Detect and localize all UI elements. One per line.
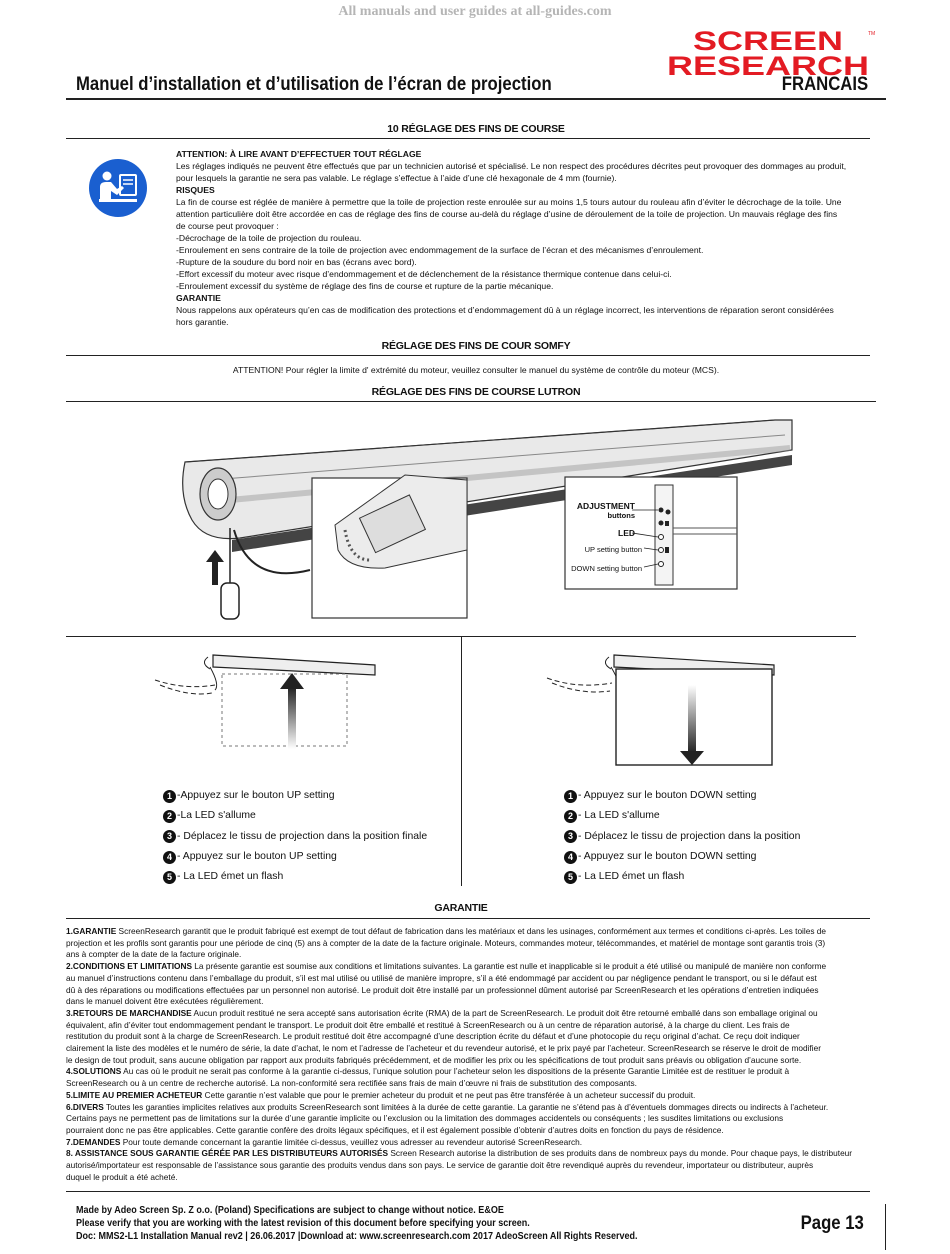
warranty-end-rule (66, 1191, 870, 1192)
risks-line: -Décrochage de la toile de projection du rouleau. (176, 233, 362, 243)
warranty-clause-text: au manuel d’instructions contenu dans l’emballage du produit, s’il est mal utilisé ou utilisé de manière impropre, s’il a été endommagé par accident ou par négligence pendant le transport, ou si le défaut est (66, 972, 817, 983)
footer-line: Please verify that you are working with the latest revision of this document before specifying your screen. (76, 1218, 530, 1229)
step-number: 3 (163, 830, 176, 843)
step-number: 4 (163, 851, 176, 864)
footer-line: Made by Adeo Screen Sp. Z o.o. (Poland) Specifications are subject to change without notice. E&OE (76, 1205, 504, 1216)
risks-line: La fin de course est réglée de manière à permettre que la toile de projection reste enroulée sur au moins 1,5 tours autour du rouleau afin d’éviter le décrochage de la toile. Une (176, 197, 842, 207)
step-number: 1 (163, 790, 176, 803)
warranty-text-block (66, 926, 878, 1183)
warranty-line (66, 1078, 878, 1090)
warranty-clause-text: Pour toute demande concernant la garantie limitée ci-dessus, veuillez vous adresser au revendeur autorisé ScreenResearch. (120, 1136, 583, 1147)
warranty-line (66, 926, 878, 938)
warranty-clause-heading: 1.GARANTIE (66, 926, 117, 936)
risks-line: -Enroulement en sens contraire de la toile de projection avec endommagement de la surface de l’écran et des mécanismes d’enroulement. (176, 245, 704, 255)
risks-line: -Effort excessif du moteur avec risque d’endommagement et de déclenchement de la résistance thermique contenue dans celui-ci. (176, 269, 672, 279)
step-text: - La LED émet un flash (177, 871, 284, 883)
warranty-clause-text: Certains pays ne permettent pas de limitations sur la durée d’une garantie implicite ou l’exclusion ou la limitation des dommages accidentels ou conséquents ; les susdites limitations ou exclusions (66, 1113, 784, 1124)
list-item (564, 786, 864, 806)
warranty-line (66, 985, 878, 997)
list-item (564, 847, 864, 867)
label-up-button: UP setting button (584, 545, 642, 554)
warranty-clause-text: restitution du produit sont à la charge de ScreenResearch. Le produit restitué doit être accompagné d’une description écrite du défaut et d’une photocopie du reçu original d’achat. Ce reçu doit indiquer (66, 1031, 800, 1042)
warranty-line (66, 949, 878, 961)
step-text: -La LED s'allume (177, 810, 256, 822)
risks-line: de course peut provoquer : (176, 221, 279, 231)
warranty-clause-text: Screen Research autorise la distribution de ses produits dans de nombreux pays du monde. Pour chaque pays, le distributeur (388, 1148, 853, 1159)
warranty-clause-text: le design de tout produit, sans aucune obligation par rapport aux produits fabriqués précédemment, et de modifier les prix ou les spécifications de tout produit sans préavis ou obligation d’aucune sorte. (66, 1054, 802, 1065)
guarantee-line: hors garantie. (176, 317, 229, 327)
guarantee-heading: GARANTIE (176, 293, 221, 303)
list-item (163, 827, 458, 847)
warranty-clause-text: dû à des réparations ou modifications effectuées par un personnel non autorisé. Le produit doit être installé par un professionnel dûment autorisé par ScreenResearch et les opérations d’entretien indiquées (66, 984, 819, 995)
watermark: All manuals and user guides at all-guides.com (338, 4, 612, 19)
warranty-line (66, 961, 878, 973)
section-rule (66, 401, 876, 402)
warranty-clause-heading: 4.SOLUTIONS (66, 1066, 122, 1077)
warranty-clause-text: La présente garantie est soumise aux conditions et limitations suivantes. La garantie est nulle et inapplicable si le produit a été utilisé ou manipulé de manière non conforme (192, 961, 827, 972)
warranty-line (66, 1090, 878, 1102)
risks-line: attention particulière doit être accordée en cas de réglage des fins de course au-delà du réglage d’usine de déroulement de la toile de projection. Un mauvais réglage des fins (176, 209, 838, 219)
header-rule (66, 98, 886, 100)
limits-text-block (176, 148, 866, 328)
label-adjustment: ADJUSTMENT (576, 501, 635, 511)
list-item (564, 827, 864, 847)
up-steps-list (163, 786, 458, 887)
warranty-clause-heading: 5.LIMITE AU PREMIER ACHETEUR (66, 1089, 203, 1100)
warranty-line (66, 938, 878, 950)
step-text: - Appuyez sur le bouton DOWN setting (578, 850, 757, 862)
footer-right-rule (885, 1204, 886, 1250)
step-number: 3 (564, 830, 577, 843)
warranty-line (66, 1008, 878, 1020)
warranty-line (66, 1055, 878, 1067)
list-item (163, 847, 458, 867)
down-steps-list (564, 786, 864, 887)
section-title-lutron: RÉGLAGE DES FINS DE COURSE LUTRON (371, 386, 581, 398)
attention-line: pour lesquels la garantie ne sera pas valable. Le réglage s’effectue à l’aide d’une clé hexagonale de 4 mm (fournie). (176, 173, 617, 183)
language-label: FRANCAIS (781, 74, 868, 95)
page-number: Page 13 (800, 1213, 864, 1234)
warranty-clause-heading: 7.DEMANDES (66, 1136, 121, 1147)
step-text: - Appuyez sur le bouton DOWN setting (578, 790, 757, 801)
footer-line: Doc: MMS2-L1 Installation Manual rev2 | 26.06.2017 |Download at: www.screenresearch.com 2017 AdeoScreen All Rights Reserved. (76, 1231, 638, 1242)
warranty-line (66, 1125, 878, 1137)
step-text: - La LED émet un flash (578, 871, 685, 883)
step-text: - Déplacez le tissu de projection dans la position finale (177, 830, 428, 842)
step-number: 1 (564, 790, 577, 803)
warranty-clause-text: ScreenResearch garantit que le produit fabriqué est exempt de tout défaut de fabrication dans les matériaux et dans les usinages, conformément aux termes et conditions ci-après. Les toiles de (116, 926, 827, 936)
somfy-text: ATTENTION! Pour régler la limite d' extrémité du moteur, veuillez consulter le manuel du système de contrôle du moteur (MCS). (232, 365, 720, 375)
list-item (163, 806, 458, 826)
warranty-line (66, 1172, 878, 1184)
step-number: 2 (163, 810, 176, 823)
step-text: - La LED s'allume (578, 810, 660, 822)
label-led: LED (618, 528, 635, 538)
logo-tm: TM (868, 31, 876, 37)
list-item (163, 786, 458, 806)
warranty-clause-heading: 2.CONDITIONS ET LIMITATIONS (66, 961, 192, 972)
warranty-clause-text: Cette garantie n’est valable que pour le premier acheteur du produit et ne peut pas être transférée à un acheteur successif du produit. (202, 1089, 696, 1100)
brand-logo (664, 26, 876, 81)
up-setting-illustration (150, 645, 380, 750)
warranty-clause-text: équivalent, afin d’éviter tout endommagement pendant le transport. Le produit doit être emballé et restitué à ScreenResearch ou à un centre de réparation autorisé, à la charge du client. Les frais de (66, 1019, 790, 1030)
warranty-line (66, 1160, 878, 1172)
warranty-line (66, 1043, 878, 1055)
warranty-line (66, 1148, 878, 1160)
warranty-line (66, 1113, 878, 1125)
label-buttons: buttons (607, 511, 635, 520)
section-rule (66, 355, 870, 356)
footer (76, 1204, 775, 1243)
logo-graphic (664, 26, 876, 81)
warranty-clause-text: projection et les profils sont garantis pour une période de cinq (5) ans à compter de la date de la facture originale. Moteurs, commandes moteur, télécommandes, et matériel de montage sont garantis trois (3) (66, 937, 826, 948)
attention-heading: ATTENTION: À LIRE AVANT D’EFFECTUER TOUT RÉGLAGE (176, 149, 422, 159)
section-title-somfy: RÉGLAGE DES FINS DE COUR SOMFY (381, 340, 571, 352)
step-number: 4 (564, 851, 577, 864)
warranty-line (66, 996, 878, 1008)
warranty-clause-text: duquel le produit a été acheté. (66, 1171, 178, 1182)
warranty-line (66, 1031, 878, 1043)
risks-heading: RISQUES (176, 185, 215, 195)
section-title-limits: 10 RÉGLAGE DES FINS DE COURSE (387, 123, 565, 135)
warranty-clause-heading: 8. ASSISTANCE SOUS GARANTIE GÉRÉE PAR LES DISTRIBUTEURS AUTORISÉS (66, 1148, 389, 1159)
warranty-line (66, 973, 878, 985)
step-text: - Appuyez sur le bouton UP setting (177, 850, 337, 862)
down-setting-illustration (542, 645, 782, 770)
warranty-clause-heading: 6.DIVERS (66, 1101, 104, 1112)
list-item (564, 806, 864, 826)
section-rule (66, 138, 870, 139)
list-item (163, 867, 458, 887)
section-rule (66, 918, 870, 919)
warranty-clause-text: pourraient donc ne pas être applicables. Cette garantie confère des droits légaux spécifiques, et il est également possible d’obtenir d’autres doits en fonction du pays de résidence. (66, 1124, 724, 1135)
logo-line1: SCREEN (693, 26, 843, 56)
step-number: 5 (163, 871, 176, 884)
step-number: 5 (564, 871, 577, 884)
page-title: Manuel d’installation et d’utilisation de l’écran de projection (76, 74, 552, 95)
warranty-clause-heading: 3.RETOURS DE MARCHANDISE (66, 1007, 192, 1018)
warranty-clause-text: ScreenResearch ou à un centre de recherche autorisé. La non-conformité sera rectifiée sans frais de main d’œuvre ni frais de substitution des composants. (66, 1078, 637, 1089)
step-text: - Déplacez le tissu de projection dans la position (578, 830, 801, 842)
technician-manual-icon (89, 159, 147, 217)
warranty-line (66, 1020, 878, 1032)
step-text: -Appuyez sur le bouton UP setting (177, 790, 335, 801)
warranty-clause-text: Aucun produit restitué ne sera accepté sans autorisation écrite (RMA) de la part de ScreenResearch. Le produit doit être retourné emballé dans son emballage original ou (191, 1007, 818, 1018)
diagram-divider (461, 636, 462, 886)
warranty-line (66, 1066, 878, 1078)
step-number: 2 (564, 810, 577, 823)
warranty-line (66, 1137, 878, 1149)
warranty-clause-text: ans à compter de la date de la facture originale. (66, 949, 242, 960)
attention-line: Les réglages indiqués ne peuvent être effectués que par un technicien autorisé et spécialisé. Le non respect des procédures décrites peut provoquer des dommages au produit, (176, 161, 847, 171)
lutron-motor-illustration (170, 410, 800, 622)
label-down-button: DOWN setting button (571, 564, 642, 573)
risks-line: -Rupture de la soudure du bord noir en bas (écrans avec bord). (176, 257, 417, 267)
warranty-clause-text: Au cas où le produit ne serait pas conforme à la garantie ci-dessus, l’unique solution pour l’acheteur selon les dispositions de la présente Garantie Limitée est de restituer le produit à (121, 1066, 790, 1077)
warranty-clause-text: dans le manuel doivent être exécutées régulièrement. (66, 996, 264, 1007)
warranty-clause-text: clairement la liste des modèles et le numéro de série, la date d’achat, le nom et l’adresse de l’acheteur et du revendeur autorisé, et le prix payé par l’acheteur. ScreenResearch se réserve le droit de modifier (66, 1043, 821, 1054)
section-title-warranty: GARANTIE (434, 902, 488, 914)
list-item (564, 867, 864, 887)
guarantee-line: Nous rappelons aux opérateurs qu’en cas de modification des protections et d’endommagement dû à un réglage incorrect, les interventions de réparation seront considérées (176, 305, 834, 315)
warranty-clause-text: Toutes les garanties implicites relatives aux produits ScreenResearch sont limitées à la durée de cette garantie. La garantie ne s’étend pas à d’éventuels dommages directs ou indirects à l’acheteur. (103, 1101, 829, 1112)
warranty-line (66, 1102, 878, 1114)
logo-line2: RESEARCH (667, 51, 869, 81)
warranty-clause-text: autorisé/importateur est responsable de l’assistance sous garantie des produits vendus dans son pays. Le service de garantie doit être revendiqué auprès du revendeur, importateur ou distributeur, auprès (66, 1160, 814, 1171)
risks-line: -Enroulement excessif du système de réglage des fins de course et rupture de la partie mécanique. (176, 281, 554, 291)
